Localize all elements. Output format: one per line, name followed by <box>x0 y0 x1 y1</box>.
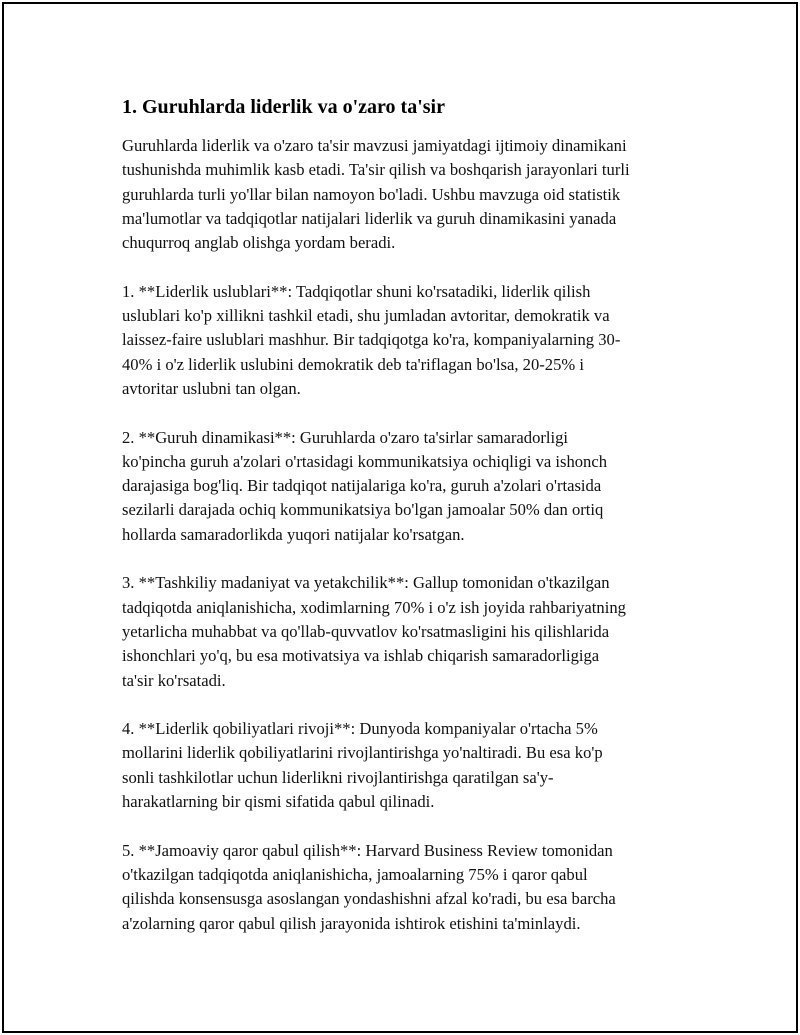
page-frame <box>2 2 798 1033</box>
paragraph-line: chuqurroq anglab olishga yordam beradi. <box>122 233 396 253</box>
paragraph-line: 1. **Liderlik uslublari**: Tadqiqotlar shuni ko'rsatadiki, liderlik qilish <box>122 281 591 301</box>
paragraph-line: uslublari ko'p xillikni tashkil etadi, shu jumladan avtoritar, demokratik va <box>122 306 610 326</box>
paragraph-line: tushunishda muhimlik kasb etadi. Ta'sir qilish va boshqarish jarayonlari turli <box>122 160 630 180</box>
paragraph-line: harakatlarning bir qismi sifatida qabul qilinadi. <box>122 792 435 812</box>
paragraph-line: ishonchlari yo'q, bu esa motivatsiya va ishlab chiqarish samaradorligiga <box>122 646 600 666</box>
paragraph-line: qilishda konsensusga asoslangan yondashishni afzal ko'radi, bu esa barcha <box>122 889 616 909</box>
section-paragraph-collective-decision <box>122 839 682 936</box>
section-paragraph-leadership-styles <box>122 280 682 401</box>
paragraph-line: yetarlicha muhabbat va qo'llab-quvvatlov ko'rsatmasligini his qilishlarida <box>122 621 610 641</box>
paragraph-line: ta'sir ko'rsatadi. <box>122 670 226 690</box>
paragraph-line: Guruhlarda liderlik va o'zaro ta'sir mavzusi jamiyatdagi ijtimoiy dinamikani <box>122 136 627 155</box>
paragraph-line: avtoritar uslubni tan olgan. <box>122 378 301 398</box>
paragraph-line: laissez-faire uslublari mashhur. Bir tadqiqotga ko'ra, kompaniyalarning 30- <box>122 330 621 350</box>
paragraph-line: tadqiqotda aniqlanishicha, xodimlarning 70% i o'z ish joyida rahbariyatning <box>122 597 626 617</box>
paragraph-line: 4. **Liderlik qobiliyatlari rivoji**: Dunyoda kompaniyalar o'rtacha 5% <box>122 719 598 739</box>
paragraph-line: mollarini liderlik qobiliyatlarini rivojlantirishga yo'naltiradi. Bu esa ko'p <box>122 743 603 763</box>
paragraph-line: ko'pincha guruh a'zolari o'rtasidagi kommunikatsiya ochiqligi va ishonch <box>122 451 608 471</box>
paragraph-line: ma'lumotlar va tadqiqotlar natijalari liderlik va guruh dinamikasini yanada <box>122 208 617 228</box>
paragraph-line: 2. **Guruh dinamikasi**: Guruhlarda o'zaro ta'sirlar samaradorligi <box>122 427 569 447</box>
section-paragraph-leadership-development <box>122 717 682 814</box>
paragraph-line: 40% i o'z liderlik uslubini demokratik deb ta'riflagan bo'lsa, 20-25% i <box>122 354 584 374</box>
document-title: 1. Guruhlarda liderlik va o'zaro ta'sir <box>122 96 445 118</box>
intro-paragraph <box>122 134 682 255</box>
paragraph-line: o'tkazilgan tadqiqotda aniqlanishicha, jamoalarning 75% i qaror qabul <box>122 864 588 884</box>
paragraph-line: 5. **Jamoaviy qaror qabul qilish**: Harvard Business Review tomonidan <box>122 840 613 860</box>
paragraph-line: sonli tashkilotlar uchun liderlikni rivojlantirishga qaratilgan sa'y- <box>122 767 554 787</box>
section-paragraph-group-dynamics <box>122 426 682 547</box>
paragraph-line: guruhlarda turli yo'llar bilan namoyon bo'ladi. Ushbu mavzuga oid statistik <box>122 184 621 204</box>
section-paragraph-organizational-culture <box>122 571 682 692</box>
paragraph-line: a'zolarning qaror qabul qilish jarayonida ishtirok etishini ta'minlaydi. <box>122 913 581 933</box>
document-body <box>122 94 682 960</box>
paragraph-line: hollarda samaradorlikda yuqori natijalar ko'rsatgan. <box>122 524 465 544</box>
paragraph-line: 3. **Tashkiliy madaniyat va yetakchilik**: Gallup tomonidan o'tkazilgan <box>122 573 610 593</box>
paragraph-line: darajasiga bog'liq. Bir tadqiqot natijalariga ko'ra, guruh a'zolari o'rtasida <box>122 476 602 496</box>
paragraph-line: sezilarli darajada ochiq kommunikatsiya bo'lgan jamoalar 50% dan ortiq <box>122 500 604 520</box>
